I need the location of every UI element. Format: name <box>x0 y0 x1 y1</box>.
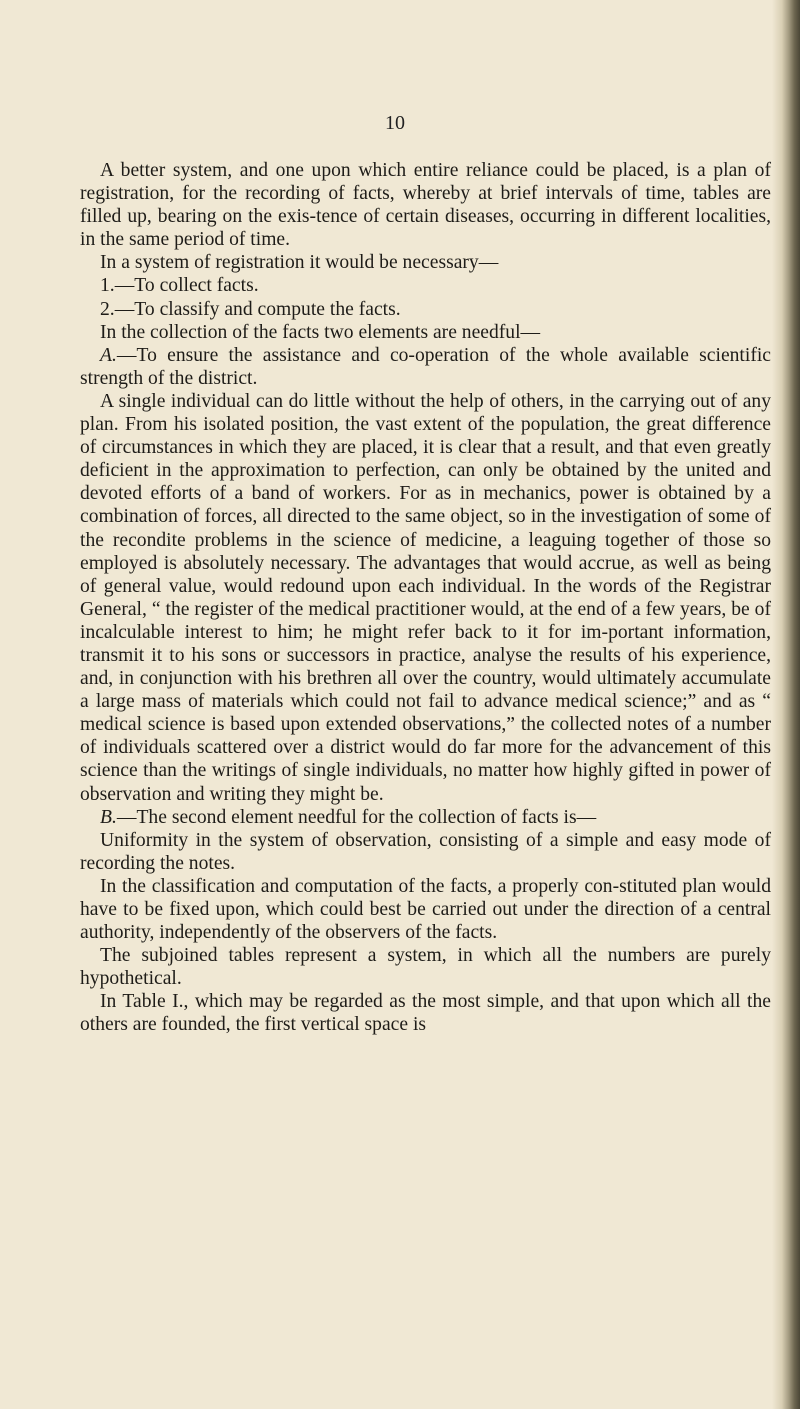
paragraph-text: —To ensure the assistance and co-operation of the whole available scientific strength of the district. <box>80 344 771 389</box>
section-marker-a: A. <box>100 344 117 366</box>
list-item: 1.—To collect facts. <box>100 275 259 297</box>
section-marker-b: B. <box>100 806 117 828</box>
list-item: 2.—To classify and compute the facts. <box>100 298 401 320</box>
paragraph <box>80 344 771 390</box>
paragraph: Uniformity in the system of observation, consisting of a simple and easy mode of recording the notes. <box>80 829 771 874</box>
paragraph <box>80 806 771 829</box>
paragraph: In a system of registration it would be necessary— <box>100 252 499 274</box>
paragraph: In the collection of the facts two elements are needful— <box>100 321 541 343</box>
paragraph: A better system, and one upon which entire reliance could be placed, is a plan of registration, for the recording of facts, whereby at brief intervals of time, tables are filled up, bearing on the exis-tence of certain diseases, occurring in different localities, in the same period of time. <box>80 160 771 251</box>
page-number: 10 <box>385 112 405 134</box>
paragraph: In the classification and computation of the facts, a properly con-stituted plan would have to be fixed upon, which could best be carried out under the direction of a central authority, independently of the observers of the facts. <box>80 875 771 944</box>
body-text <box>80 159 771 1037</box>
paragraph: In Table I., which may be regarded as the most simple, and that upon which all the others are founded, the first vertical space is <box>80 991 771 1036</box>
paragraph: A single individual can do little without the help of others, in the carrying out of any plan. From his isolated position, the vast extent of the population, the great difference of circumstances in which they are placed, it is clear that a result, and that even greatly deficient in the approximation to perfection, can only be obtained by the united and devoted efforts of a band of workers. For as in mechanics, power is obtained by a combination of forces, all directed to the same object, so in the investigation of some of the recondite problems in the science of medicine, a leaguing together of those so employed is absolutely necessary. The advantages that would accrue, as well as being of general value, would redound upon each individual. In the words of the Registrar General, “ the register of the medical practitioner would, at the end of a few years, be of incalculable interest to him; he might refer back to it for im-portant information, transmit it to his sons or successors in practice, analyse the results of his experience, and, in conjunction with his brethren all over the country, would ultimately accumulate a large mass of materials which could not fail to advance medical science;” and as “ medical science is based upon extended observations,” the collected notes of a number of individuals scattered over a district would do far more for the advancement of this science than the writings of single individuals, no matter how highly gifted in power of observation and writing they might be. <box>80 390 771 805</box>
paragraph-text: —The second element needful for the collection of facts is— <box>116 806 597 828</box>
paragraph: The subjoined tables represent a system, in which all the numbers are purely hypothetical. <box>80 945 771 990</box>
page-edge-shadow <box>772 0 800 1409</box>
